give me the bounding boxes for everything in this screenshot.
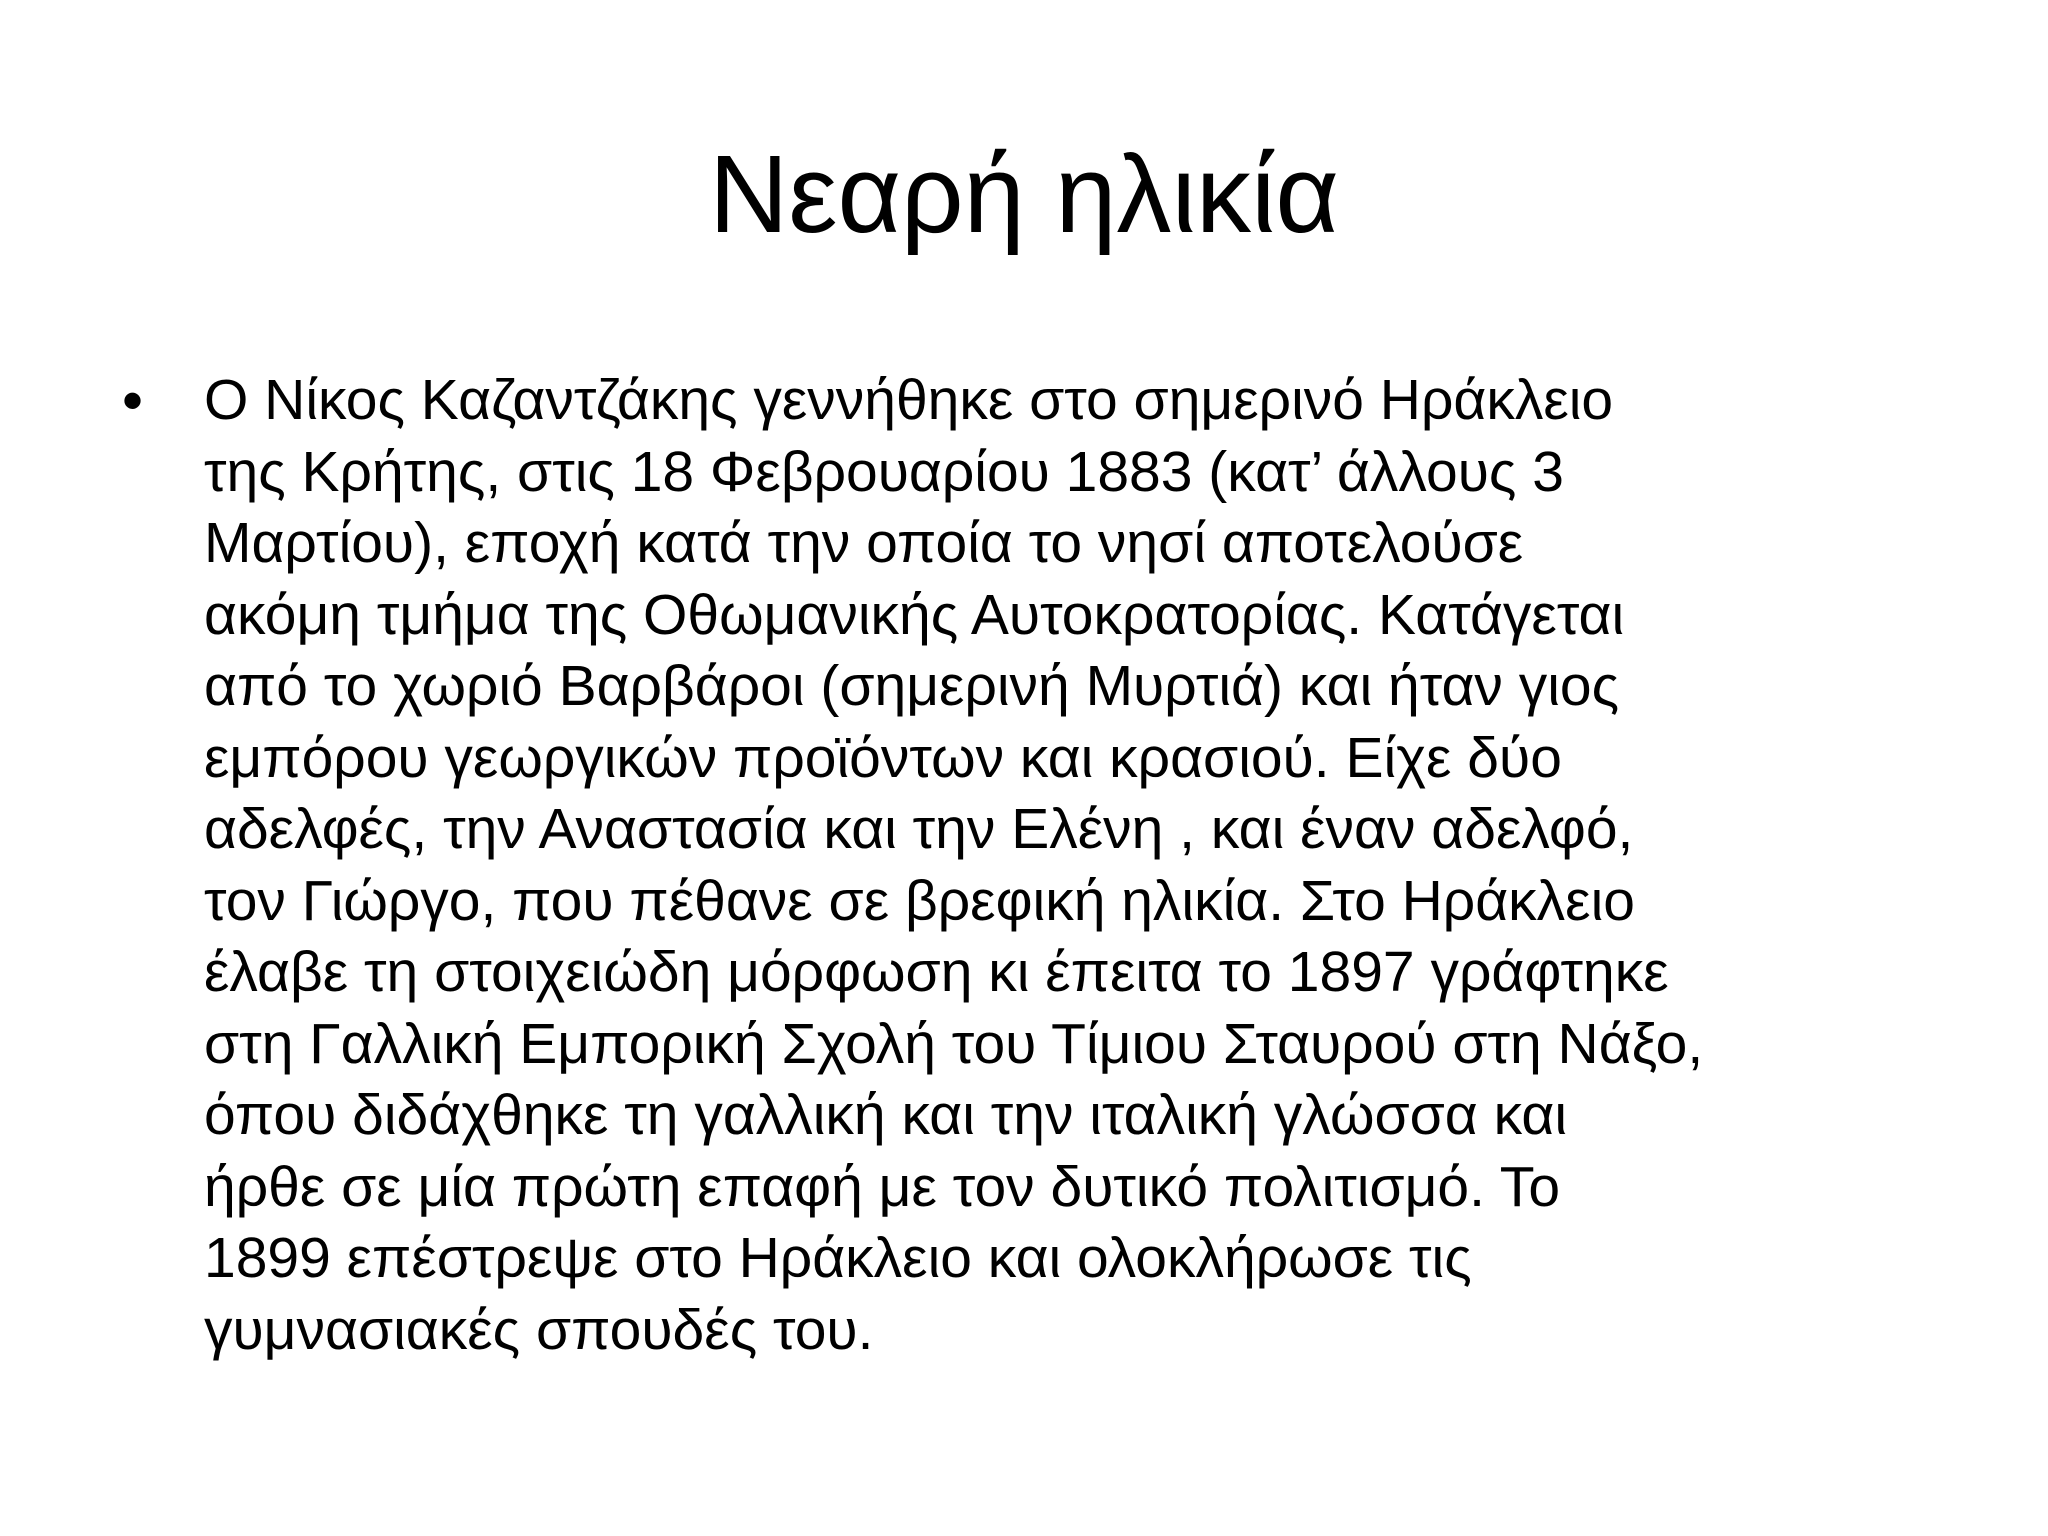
bullet-item [122,365,1982,1366]
text-line: εμπόρου γεωργικών προϊόντων και κρασιού. Είχε δύο [204,725,1562,790]
text-line: ήρθε σε μία πρώτη επαφή με τον δυτικό πολιτισμό. Το [204,1154,1561,1219]
text-line: Ο Νίκος Καζαντζάκης γεννήθηκε στο σημερινό Ηράκλειο [204,368,1614,432]
text-line: τον Γιώργο, που πέθανε σε βρεφική ηλικία. Στο Ηράκλειο [204,868,1635,933]
text-line: έλαβε τη στοιχειώδη μόρφωση κι έπειτα το 1897 γράφτηκε [204,940,1669,1004]
bullet-text [204,365,1982,1366]
text-line: ακόμη τμήμα της Οθωμανικής Αυτοκρατορίας. Κατάγεται [204,582,1625,647]
text-line: 1899 επέστρεψε στο Ηράκλειο και ολοκλήρωσε τις [204,1226,1472,1290]
text-line: από το χωριό Βαρβάροι (σημερινή Μυρτιά) και ήταν γιος [204,654,1620,718]
text-line: στη Γαλλική Εμπορική Σχολή του Τίμιου Σταυρού στη Νάξο, [204,1011,1704,1076]
text-line: της Κρήτης, στις 18 Φεβρουαρίου 1883 (κατ’ άλλους 3 [204,439,1564,504]
bullet-marker: • [122,367,144,434]
slide-content [122,365,1982,1366]
text-line: Μαρτίου), εποχή κατά την οποία το νησί αποτελούσε [204,511,1524,575]
slide-title: Νεαρή ηλικία [708,133,1340,256]
text-line: αδελφές, την Αναστασία και την Ελένη , και έναν αδελφό, [204,797,1634,861]
text-line: όπου διδάχθηκε τη γαλλική και την ιταλική γλώσσα και [204,1083,1568,1147]
text-line: γυμνασιακές σπουδές του. [204,1297,874,1362]
